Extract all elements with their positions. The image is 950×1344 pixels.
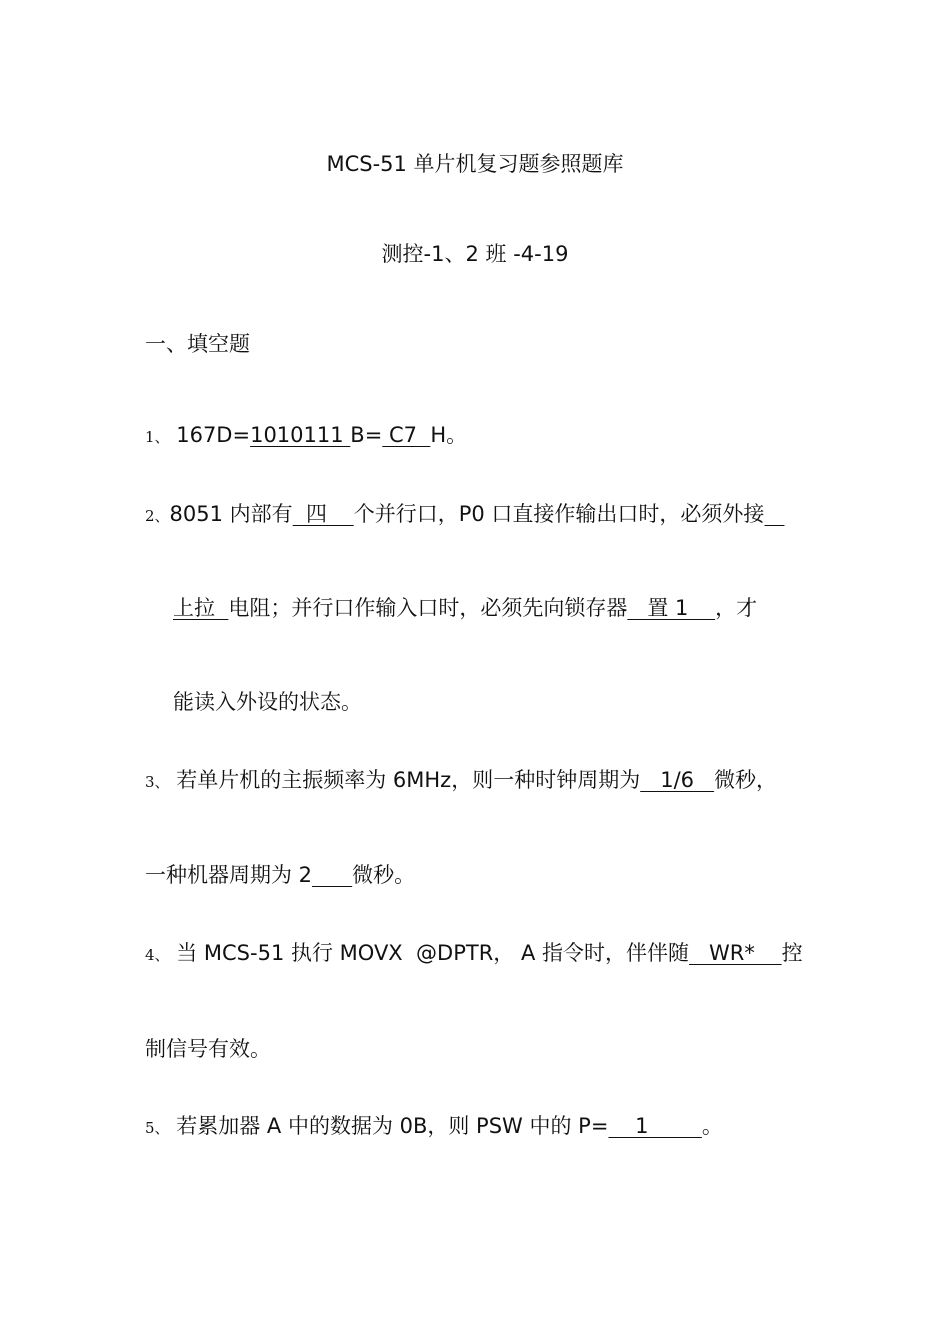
question-number: 3、 (145, 773, 170, 791)
answer-blank: C7 (382, 423, 431, 447)
answer-blank: 上拉 (173, 596, 229, 620)
question-3 (145, 766, 777, 796)
question-text: ，才 (715, 596, 758, 620)
question-number: 5、 (145, 1119, 170, 1137)
question-text: B= (350, 423, 383, 447)
question-2 (145, 500, 784, 530)
question-text: 。 (701, 1114, 723, 1138)
question-text: 电阻；并行口作输入口时，必须先向锁存器 (228, 596, 628, 620)
question-1 (145, 421, 467, 451)
answer-blank: 置 1 (627, 596, 716, 620)
question-number: 1、 (145, 428, 170, 446)
question-text: 微秒。 (352, 863, 416, 887)
answer-blank (312, 863, 352, 887)
answer-blank: 1010111 (250, 423, 351, 447)
question-text: 若单片机的主振频率为 6MHz，则一种时钟周期为 (169, 768, 641, 792)
question-text: 一种机器周期为 2 (145, 863, 313, 887)
section-heading: 一、填空题 (145, 332, 250, 356)
question-text: H。 (430, 423, 468, 447)
document-subtitle: 测控-1、2 班 -4-19 (381, 242, 569, 266)
question-2-line-2 (173, 594, 757, 622)
question-text: 能读入外设的状态。 (173, 690, 362, 714)
question-text: 个并行口，P0 口直接作输出口时，必须外接 (353, 502, 765, 526)
question-text: 控 (781, 941, 803, 965)
question-3-line-2 (145, 861, 415, 889)
document-title: MCS-51 单片机复习题参照题库 (326, 152, 624, 176)
question-4-line-2 (145, 1035, 271, 1063)
question-2-line-3 (173, 688, 362, 716)
answer-blank: 1/6 (640, 768, 715, 792)
question-5 (145, 1112, 723, 1142)
answer-blank: WR* (689, 941, 782, 965)
question-text: 制信号有效。 (145, 1037, 271, 1061)
question-text: 8051 内部有 (169, 502, 293, 526)
answer-blank: 四 (292, 502, 354, 526)
question-text: 若累加器 A 中的数据为 0B，则 PSW 中的 P= (169, 1114, 609, 1138)
question-text: 当 MCS-51 执行 MOVX @DPTR， A 指令时，伴伴随 (169, 941, 690, 965)
answer-blank: 1 (608, 1114, 702, 1138)
question-4 (145, 939, 803, 969)
question-text: 微秒， (714, 768, 778, 792)
question-number: 4、 (145, 946, 170, 964)
question-text: 167D= (169, 423, 251, 447)
question-number: 2、 (145, 507, 170, 525)
answer-blank (764, 502, 784, 526)
